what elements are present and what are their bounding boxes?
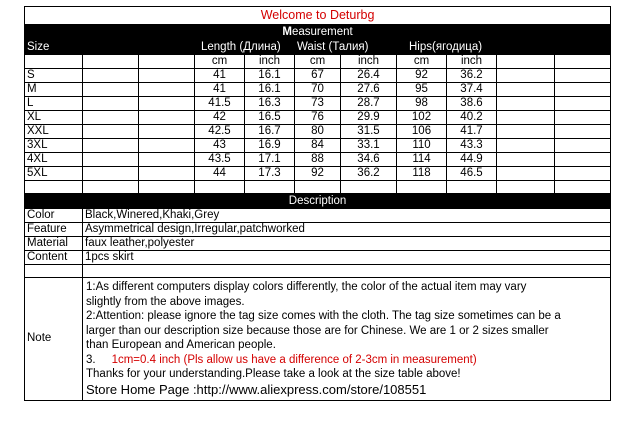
description-value: Asymmetrical design,Irregular,patchworked bbox=[83, 223, 611, 237]
note-row bbox=[25, 278, 611, 401]
size-value: 26.4 bbox=[341, 69, 397, 83]
measurement-table bbox=[24, 6, 611, 401]
unit-cell: inch bbox=[447, 55, 497, 69]
size-value: 17.1 bbox=[245, 153, 295, 167]
size-value: 46.5 bbox=[447, 167, 497, 181]
note-line: larger than our description size because those are for Chinese. We are 1 or 2 sizes smaller bbox=[86, 324, 549, 337]
size-value: 102 bbox=[397, 111, 447, 125]
size-value: 114 bbox=[397, 153, 447, 167]
size-row bbox=[25, 111, 611, 125]
size-value: 16.3 bbox=[245, 97, 295, 111]
size-label: 5XL bbox=[25, 167, 83, 181]
description-row bbox=[25, 223, 611, 237]
size-value: 28.7 bbox=[341, 97, 397, 111]
size-value: 70 bbox=[295, 83, 341, 97]
size-value: 17.3 bbox=[245, 167, 295, 181]
description-key: Feature bbox=[25, 223, 83, 237]
size-value: 118 bbox=[397, 167, 447, 181]
size-label: 3XL bbox=[25, 139, 83, 153]
size-value: 38.6 bbox=[447, 97, 497, 111]
spacer-row bbox=[25, 265, 611, 278]
note-lines bbox=[86, 280, 607, 353]
size-value: 43.5 bbox=[195, 153, 245, 167]
note-line: 2:Attention: please ignore the tag size comes with the cloth. The tag size sometimes can be a bbox=[86, 310, 561, 322]
size-value: 92 bbox=[295, 167, 341, 181]
size-value: 106 bbox=[397, 125, 447, 139]
unit-cell: cm bbox=[295, 55, 341, 69]
note-line: slightly from the above images. bbox=[86, 295, 245, 308]
measurement-band bbox=[25, 25, 611, 40]
size-value: 80 bbox=[295, 125, 341, 139]
unit-cell: inch bbox=[245, 55, 295, 69]
size-row bbox=[25, 69, 611, 83]
description-value: 1pcs skirt bbox=[83, 251, 611, 265]
measurement-title-rest: easurement bbox=[291, 26, 353, 38]
size-value: 44 bbox=[195, 167, 245, 181]
size-value: 16.1 bbox=[245, 83, 295, 97]
description-row bbox=[25, 237, 611, 251]
size-value: 31.5 bbox=[341, 125, 397, 139]
size-value: 98 bbox=[397, 97, 447, 111]
size-row bbox=[25, 167, 611, 181]
description-key: Color bbox=[25, 209, 83, 223]
units-row bbox=[25, 55, 611, 69]
size-value: 43 bbox=[195, 139, 245, 153]
size-value: 36.2 bbox=[447, 69, 497, 83]
size-value: 40.2 bbox=[447, 111, 497, 125]
size-value: 34.6 bbox=[341, 153, 397, 167]
size-row bbox=[25, 125, 611, 139]
size-label: S bbox=[25, 69, 83, 83]
spacer-row bbox=[25, 181, 611, 194]
size-rows bbox=[25, 69, 611, 181]
note-3 bbox=[86, 353, 607, 368]
size-header: Size bbox=[25, 40, 83, 55]
hips-header: Hips(ягодица) bbox=[397, 40, 497, 55]
waist-header: Waist (Талия) bbox=[295, 40, 397, 55]
note-3-number: 3. bbox=[86, 353, 96, 366]
measurement-title-initial: M bbox=[282, 26, 292, 38]
size-value: 33.1 bbox=[341, 139, 397, 153]
size-value: 110 bbox=[397, 139, 447, 153]
size-value: 43.3 bbox=[447, 139, 497, 153]
size-label: L bbox=[25, 97, 83, 111]
size-label: XXL bbox=[25, 125, 83, 139]
size-value: 84 bbox=[295, 139, 341, 153]
size-row bbox=[25, 83, 611, 97]
size-value: 29.9 bbox=[341, 111, 397, 125]
size-value: 42 bbox=[195, 111, 245, 125]
description-band: Description bbox=[25, 194, 611, 209]
size-value: 16.5 bbox=[245, 111, 295, 125]
size-chart-sheet bbox=[24, 6, 610, 401]
description-key: Content bbox=[25, 251, 83, 265]
description-rows bbox=[25, 209, 611, 265]
unit-cell: cm bbox=[195, 55, 245, 69]
size-value: 41.7 bbox=[447, 125, 497, 139]
unit-cell: inch bbox=[341, 55, 397, 69]
size-row bbox=[25, 153, 611, 167]
note-label: Note bbox=[25, 278, 83, 401]
note-line: 1:As different computers display colors differently, the color of the actual item may vary bbox=[86, 281, 527, 293]
welcome-title: Welcome to Deturbg bbox=[25, 7, 611, 25]
description-row bbox=[25, 209, 611, 223]
size-value: 44.9 bbox=[447, 153, 497, 167]
description-row bbox=[25, 251, 611, 265]
note-line: than European and American people. bbox=[86, 339, 276, 351]
size-value: 16.7 bbox=[245, 125, 295, 139]
size-value: 88 bbox=[295, 153, 341, 167]
size-value: 42.5 bbox=[195, 125, 245, 139]
unit-cell: cm bbox=[397, 55, 447, 69]
description-value: faux leather,polyester bbox=[83, 237, 611, 251]
note-content bbox=[83, 278, 611, 401]
size-label: 4XL bbox=[25, 153, 83, 167]
size-label: M bbox=[25, 83, 83, 97]
size-row bbox=[25, 97, 611, 111]
size-row bbox=[25, 139, 611, 153]
size-value: 92 bbox=[397, 69, 447, 83]
size-value: 76 bbox=[295, 111, 341, 125]
description-key: Material bbox=[25, 237, 83, 251]
length-header: Length (Длина) bbox=[195, 40, 295, 55]
size-value: 41.5 bbox=[195, 97, 245, 111]
size-value: 37.4 bbox=[447, 83, 497, 97]
thanks-text: Thanks for your understanding.Please take a look at the size table above! bbox=[86, 368, 461, 380]
size-value: 27.6 bbox=[341, 83, 397, 97]
size-value: 41 bbox=[195, 83, 245, 97]
store-link[interactable]: Store Home Page :http://www.aliexpress.com/store/108551 bbox=[86, 381, 427, 397]
note-3-text: 1cm=0.4 inch (Pls allow us have a difference of 2-3cm in measurement) bbox=[111, 353, 477, 366]
size-value: 73 bbox=[295, 97, 341, 111]
size-value: 16.9 bbox=[245, 139, 295, 153]
size-value: 36.2 bbox=[341, 167, 397, 181]
description-value: Black,Winered,Khaki,Grey bbox=[83, 209, 611, 223]
size-label: XL bbox=[25, 111, 83, 125]
size-value: 16.1 bbox=[245, 69, 295, 83]
size-value: 95 bbox=[397, 83, 447, 97]
size-value: 67 bbox=[295, 69, 341, 83]
size-value: 41 bbox=[195, 69, 245, 83]
